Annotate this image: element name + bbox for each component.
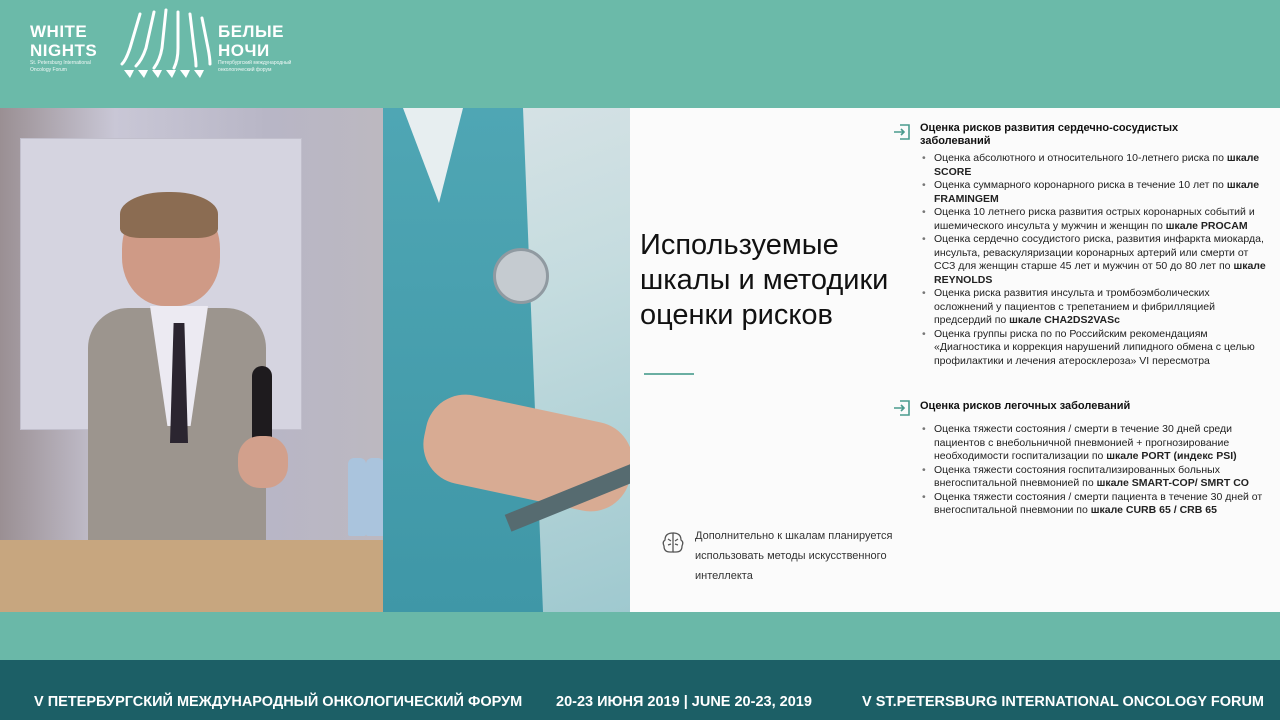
- list-item-scale: шкале PORT (индекс PSI): [1106, 450, 1237, 462]
- header-bar: [0, 0, 1280, 108]
- list-item-text: Оценка тяжести состояния / смерти пациента в течение 30 дней от внегоспитальной пневмонии по: [934, 490, 1263, 516]
- list-item: [922, 179, 1267, 206]
- brain-icon: [660, 530, 686, 556]
- water-bottle: [348, 458, 366, 536]
- list-item-text: Оценка 10 летнего риска развития острых коронарных событий и ишемического инсульта у мужчин и женщин по: [934, 206, 1255, 232]
- speaker-video: [0, 108, 383, 612]
- section-pulmonary-list: [922, 423, 1267, 518]
- section-cardio-list: [922, 152, 1267, 368]
- login-arrow-icon: [892, 398, 912, 418]
- list-item: [922, 491, 1267, 518]
- list-item-scale: шкале CHA2DS2VASc: [1009, 314, 1120, 326]
- doctor-photo: [383, 108, 630, 612]
- water-bottle: [366, 458, 383, 536]
- list-item-text: Оценка абсолютного и относительного 10-летнего риска по: [934, 152, 1227, 164]
- ai-note-text: Дополнительно к шкалам планируется использовать методы искусственного интеллекта: [695, 530, 893, 582]
- logo-en-line1: WHITE: [30, 22, 88, 41]
- slide-title: Используемые шкалы и методики оценки рисков: [640, 229, 889, 331]
- footer-spacer: [0, 612, 1280, 660]
- list-item-text: Оценка группы риска по по Российским рекомендациям «Диагностика и коррекция нарушений липидного обмена с целью профилактики и лечения атеросклероза» VI пересмотра: [934, 327, 1255, 367]
- logo-ru-sub1: Петербургский международный: [218, 60, 292, 66]
- section-pulmonary-title: Оценка рисков легочных заболеваний: [920, 400, 1131, 412]
- title-underline: [644, 373, 694, 375]
- logo-en-line2: NIGHTS: [30, 41, 98, 60]
- list-item: [922, 287, 1267, 328]
- footer-forum-en: V ST.PETERSBURG INTERNATIONAL ONCOLOGY FORUM: [862, 694, 1264, 710]
- logo-ru-line1: БЕЛЫЕ: [218, 22, 284, 41]
- video-stage: [0, 108, 1280, 612]
- list-item-text: Оценка сердечно сосудистого риска, развития инфаркта миокарда, инсульта, реваскуляризации коронарных артерий или смерти от ССЗ для женщин старше 45 лет и мужчин от 50 до 80 лет по: [934, 233, 1264, 272]
- logo-en-sub1: St. Petersburg International: [30, 60, 91, 66]
- speaker-hand: [238, 436, 288, 488]
- footer-dates: 20-23 ИЮНЯ 2019 | JUNE 20-23, 2019: [556, 694, 812, 710]
- stethoscope: [493, 248, 549, 304]
- login-arrow-icon: [892, 122, 912, 142]
- doctor-scrubs: [383, 108, 583, 612]
- list-item-scale: шкале SCORE: [934, 152, 1260, 178]
- list-item-scale: шкале SMART-COP/ SMRT CO: [1096, 477, 1249, 489]
- list-item-text: Оценка тяжести состояния / смерти в течение 30 дней среди пациентов с внебольничной пневмонией + прогнозирование необходимости госпитализации по: [934, 423, 1233, 462]
- list-item: [922, 152, 1267, 179]
- logo-russian: [218, 22, 291, 74]
- list-item: [922, 328, 1267, 369]
- footer-forum-ru: V ПЕТЕРБУРГСКИЙ МЕЖДУНАРОДНЫЙ ОНКОЛОГИЧЕСКИЙ ФОРУМ: [34, 694, 523, 710]
- logo-english: [30, 22, 97, 74]
- list-item-scale: шкале PROCAM: [1165, 219, 1248, 232]
- desk: [0, 540, 383, 612]
- logo-en-sub2: Oncology Forum: [30, 67, 67, 73]
- list-item-scale: шкале CURB 65 / CRB 65: [1090, 504, 1217, 516]
- logo-ru-line2: НОЧИ: [218, 41, 270, 60]
- list-item: [922, 423, 1267, 464]
- list-item-text: Оценка суммарного коронарного риска в течение 10 лет по: [934, 179, 1227, 191]
- white-nights-logo-icon: [120, 8, 212, 80]
- speaker-hair: [120, 192, 218, 238]
- list-item-text: Оценка тяжести состояния госпитализированных больных внегоспитальной пневмонией по: [934, 463, 1220, 489]
- logo-ru-sub2: онкологический форум: [218, 67, 272, 73]
- list-item-scale: шкале REYNOLDS: [934, 260, 1266, 286]
- list-item-scale: шкале FRAMINGEM: [934, 179, 1260, 205]
- footer-bar: [0, 660, 1280, 720]
- section-cardio-title: Оценка рисков развития сердечно-сосудистых заболеваний: [920, 122, 1179, 147]
- presentation-slide: [630, 108, 1280, 612]
- list-item: [922, 206, 1267, 233]
- list-item: [922, 464, 1267, 491]
- list-item-text: Оценка риска развития инсульта и тромбоэмболических осложнений у пациентов с трепетанием и фибрилляцией предсердий по: [934, 287, 1215, 326]
- list-item: [922, 233, 1267, 287]
